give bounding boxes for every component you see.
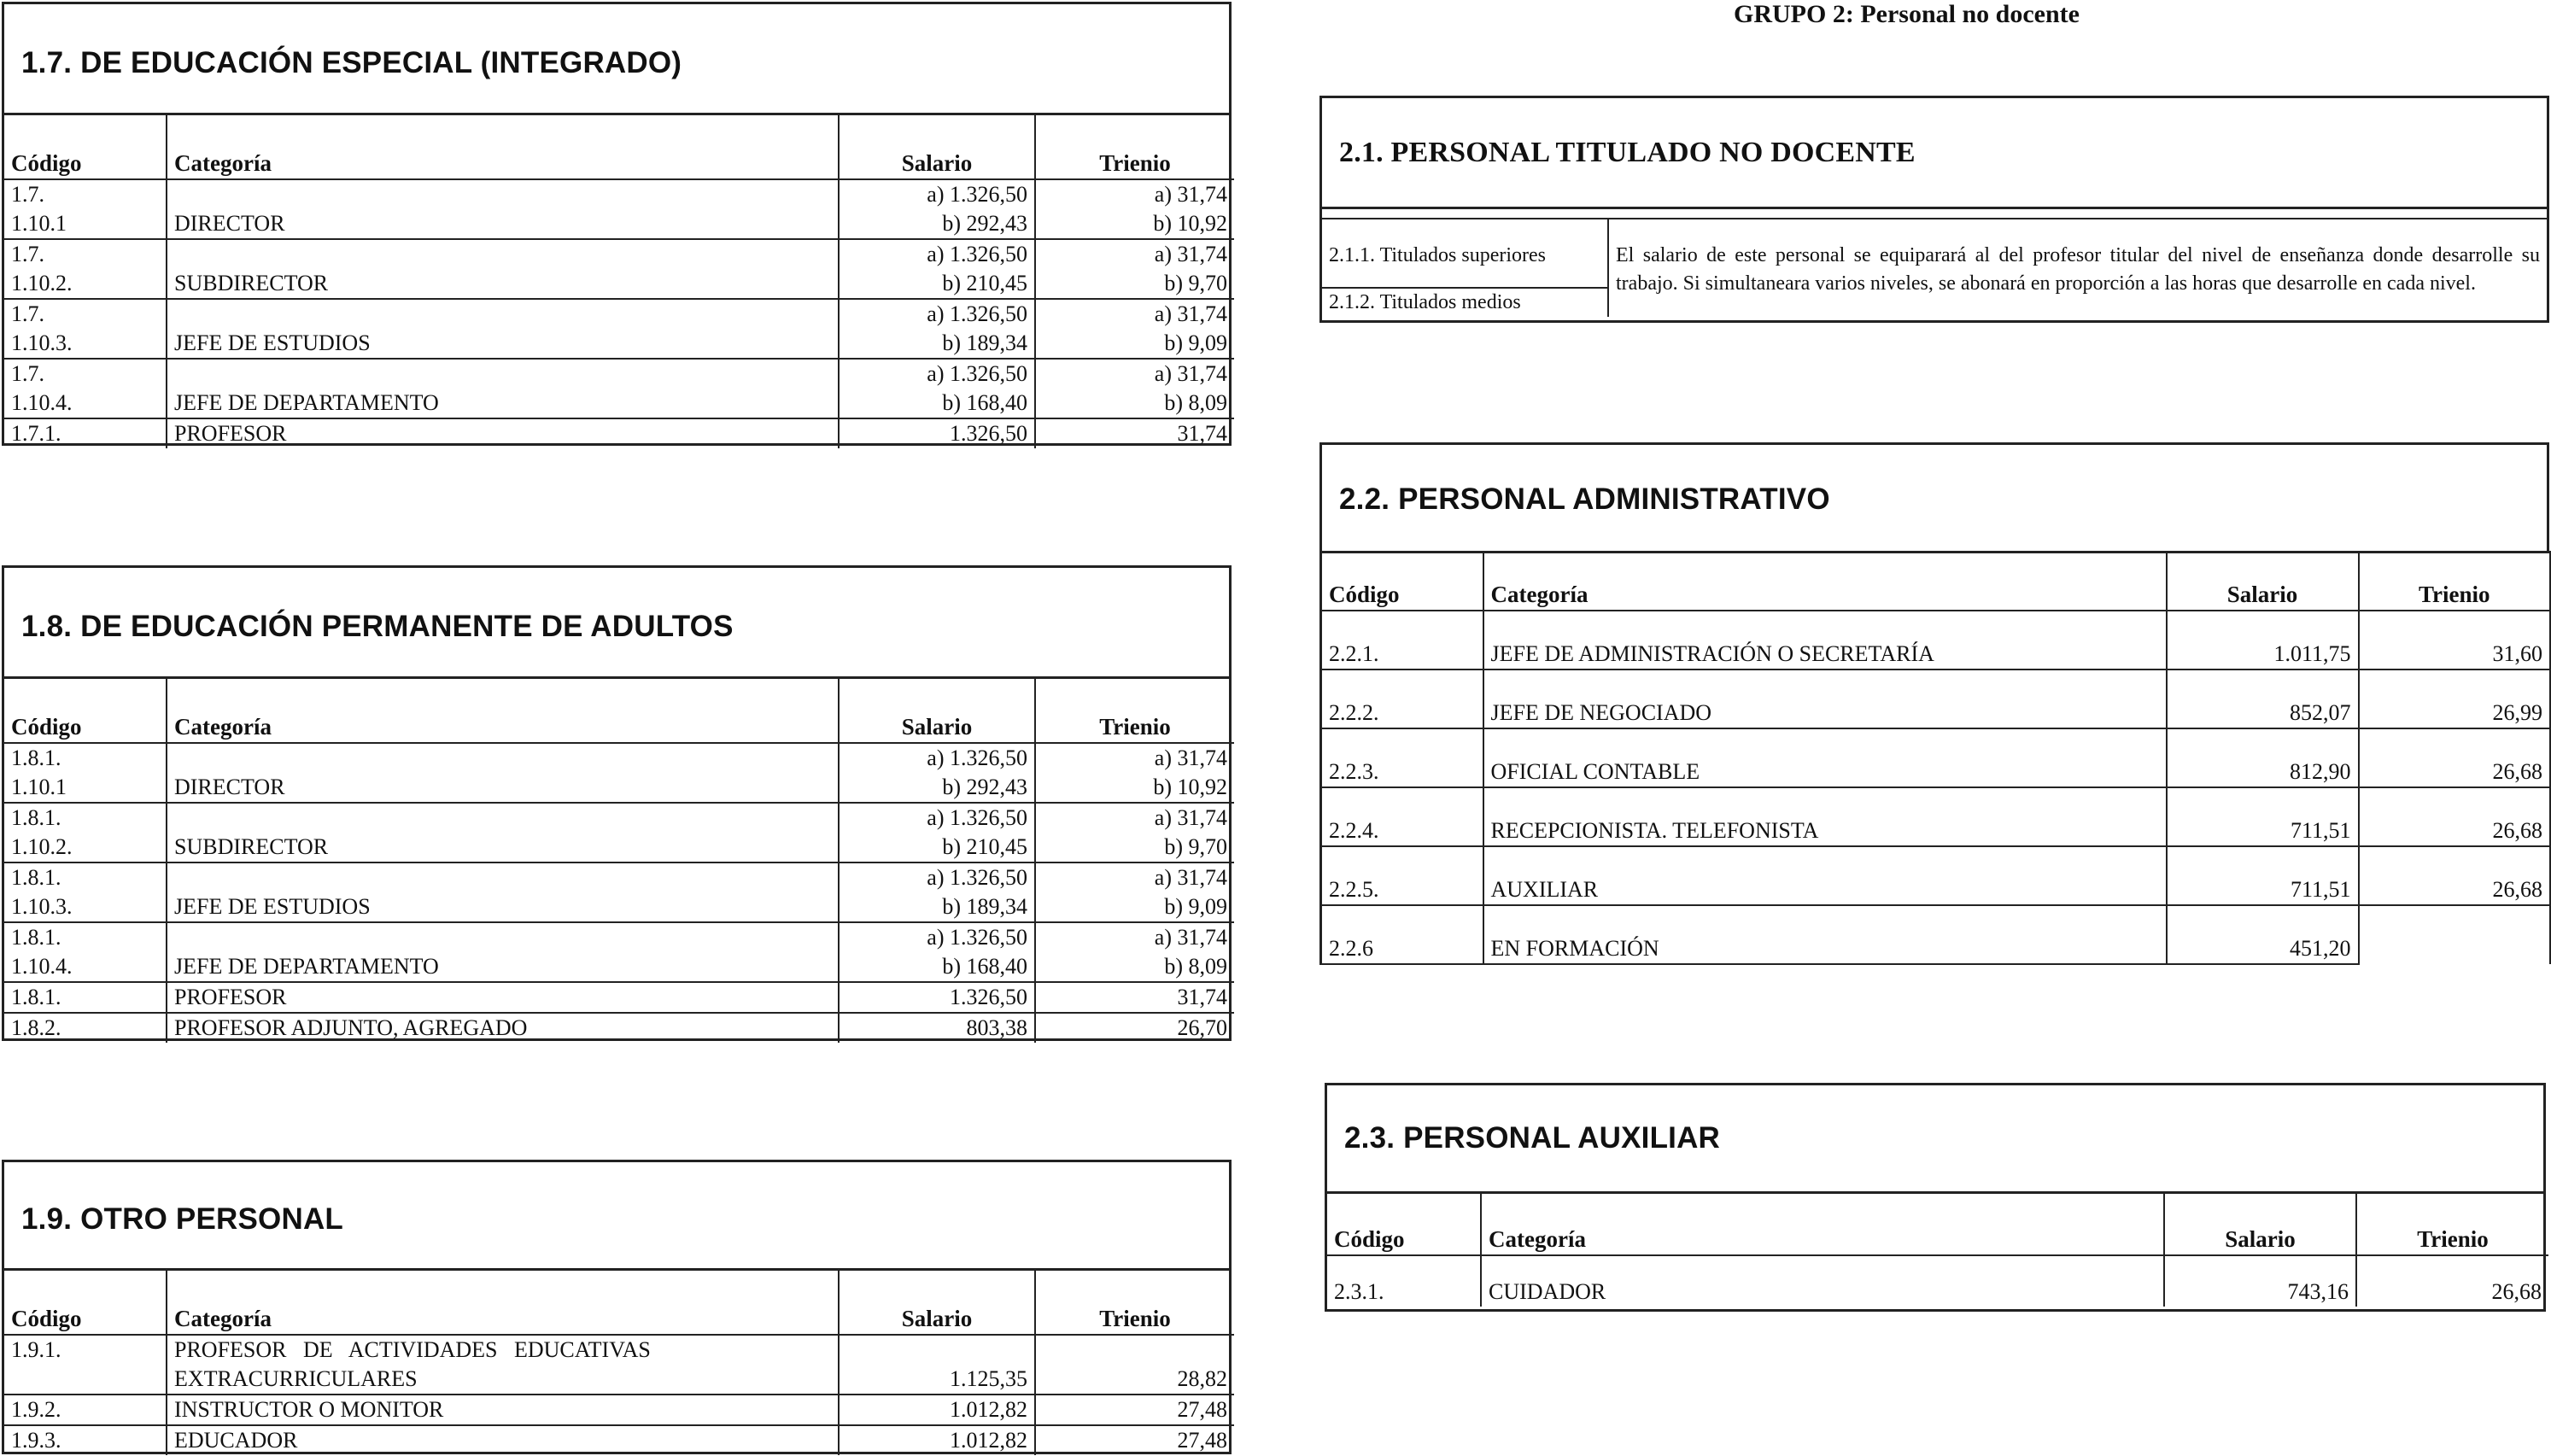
- table-title: 1.9. OTRO PERSONAL: [4, 1162, 1229, 1271]
- header-trienio: Trienio: [1035, 115, 1234, 179]
- table-row: 1.7. 1.10.3. JEFE DE ESTUDIOS a) 1.326,50 b) 189,34 a) 31,74 b) 9,09: [4, 299, 1234, 359]
- table-1-8: [2, 565, 1232, 1041]
- table-row: 2.2.3. OFICIAL CONTABLE 812,90 26,68: [1321, 728, 2551, 787]
- header-trienio: Trienio: [1035, 1271, 1234, 1335]
- table-row: 2.2.5. AUXILIAR 711,51 26,68: [1321, 846, 2551, 905]
- table-row: 1.8.1. 1.10.2. SUBDIRECTOR a) 1.326,50 b) 210,45 a) 31,74 b) 9,70: [4, 803, 1234, 862]
- table-row: 1.7. 1.10.1 DIRECTOR a) 1.326,50 b) 292,43 a) 31,74 b) 10,92: [4, 179, 1234, 239]
- table-2-1: [1319, 96, 2549, 323]
- table-row: [1322, 219, 2547, 317]
- table-row: 1.8.1. 1.10.1 DIRECTOR a) 1.326,50 b) 292,43 a) 31,74 b) 10,92: [4, 743, 1234, 803]
- table-2-2-body: [1319, 551, 2549, 965]
- table-row: 2.2.4. RECEPCIONISTA. TELEFONISTA 711,51 26,68: [1321, 787, 2551, 846]
- table-title: 2.1. PERSONAL TITULADO NO DOCENTE: [1322, 98, 2547, 209]
- table-title: 2.3. PERSONAL AUXILIAR: [1327, 1085, 2543, 1194]
- table-2-3: [1325, 1083, 2546, 1312]
- table-row: 2.2.1. JEFE DE ADMINISTRACIÓN O SECRETARÍA 1.011,75 31,60: [1321, 611, 2551, 670]
- header-categoria: Categoría: [167, 679, 839, 743]
- header-trienio: Trienio: [2356, 1194, 2548, 1255]
- header-codigo: Código: [4, 1271, 167, 1335]
- table-title: 1.7. DE EDUCACIÓN ESPECIAL (INTEGRADO): [4, 4, 1229, 115]
- table-row: 1.9.3. EDUCADOR 1.012,82 27,48: [4, 1425, 1234, 1455]
- header-salario: Salario: [839, 1271, 1035, 1335]
- header-codigo: Código: [4, 115, 167, 179]
- table-row: 1.9.1. PROFESOR DE ACTIVIDADES EDUCATIVAS EXTRACURRICULARES 1.125,35 28,82: [4, 1335, 1234, 1395]
- table-row: 1.7. 1.10.2. SUBDIRECTOR a) 1.326,50 b) 210,45 a) 31,74 b) 9,70: [4, 239, 1234, 299]
- header-codigo: Código: [4, 679, 167, 743]
- table-title: 2.2. PERSONAL ADMINISTRATIVO: [1339, 482, 1830, 516]
- header-salario: Salario: [839, 115, 1035, 179]
- table-2-2: [1319, 442, 2549, 553]
- header-categoria: Categoría: [167, 115, 839, 179]
- header-codigo: Código: [1327, 1194, 1481, 1255]
- table-row: 1.9.2. INSTRUCTOR O MONITOR 1.012,82 27,48: [4, 1395, 1234, 1425]
- header-trienio: Trienio: [1035, 679, 1234, 743]
- titulados-medios: 2.1.2. Titulados medios: [1322, 287, 1607, 317]
- table-row: 1.8.1. PROFESOR 1.326,50 31,74: [4, 982, 1234, 1013]
- table-title: 1.8. DE EDUCACIÓN PERMANENTE DE ADULTOS: [4, 568, 1229, 679]
- table-1-9: [2, 1160, 1232, 1454]
- table-row: 2.2.6 EN FORMACIÓN 451,20: [1321, 905, 2551, 964]
- table-row: 1.7.1. PROFESOR 1.326,50 31,74: [4, 418, 1234, 448]
- titulados-superiores: 2.1.1. Titulados superiores: [1329, 244, 1547, 266]
- header-codigo: Código: [1321, 551, 1483, 611]
- table-row: 1.8.2. PROFESOR ADJUNTO, AGREGADO 803,38 26,70: [4, 1013, 1234, 1043]
- header-categoria: Categoría: [167, 1271, 839, 1335]
- table-1-7: [2, 2, 1232, 446]
- table-row: 1.7. 1.10.4. JEFE DE DEPARTAMENTO a) 1.326,50 b) 168,40 a) 31,74 b) 8,09: [4, 359, 1234, 418]
- header-trienio: Trienio: [2359, 551, 2551, 611]
- table-row: 2.3.1. CUIDADOR 743,16 26,68: [1327, 1255, 2548, 1307]
- header-salario: Salario: [2164, 1194, 2356, 1255]
- group-2-title: GRUPO 2: Personal no docente: [1734, 0, 2080, 28]
- description: El salario de este personal se equiparará al del profesor titular del nivel de enseñanza donde desarrolle su trabajo. Si simultaneara varios niveles, se abonará en proporción a las horas que desarrolle en cada nivel.: [1608, 219, 2547, 317]
- table-row: 2.2.2. JEFE DE NEGOCIADO 852,07 26,99: [1321, 670, 2551, 728]
- header-salario: Salario: [2167, 551, 2359, 611]
- header-categoria: Categoría: [1481, 1194, 2164, 1255]
- header-salario: Salario: [839, 679, 1035, 743]
- table-row: 1.8.1. 1.10.3. JEFE DE ESTUDIOS a) 1.326,50 b) 189,34 a) 31,74 b) 9,09: [4, 862, 1234, 922]
- table-row: 1.8.1. 1.10.4. JEFE DE DEPARTAMENTO a) 1.326,50 b) 168,40 a) 31,74 b) 8,09: [4, 922, 1234, 982]
- header-categoria: Categoría: [1483, 551, 2167, 611]
